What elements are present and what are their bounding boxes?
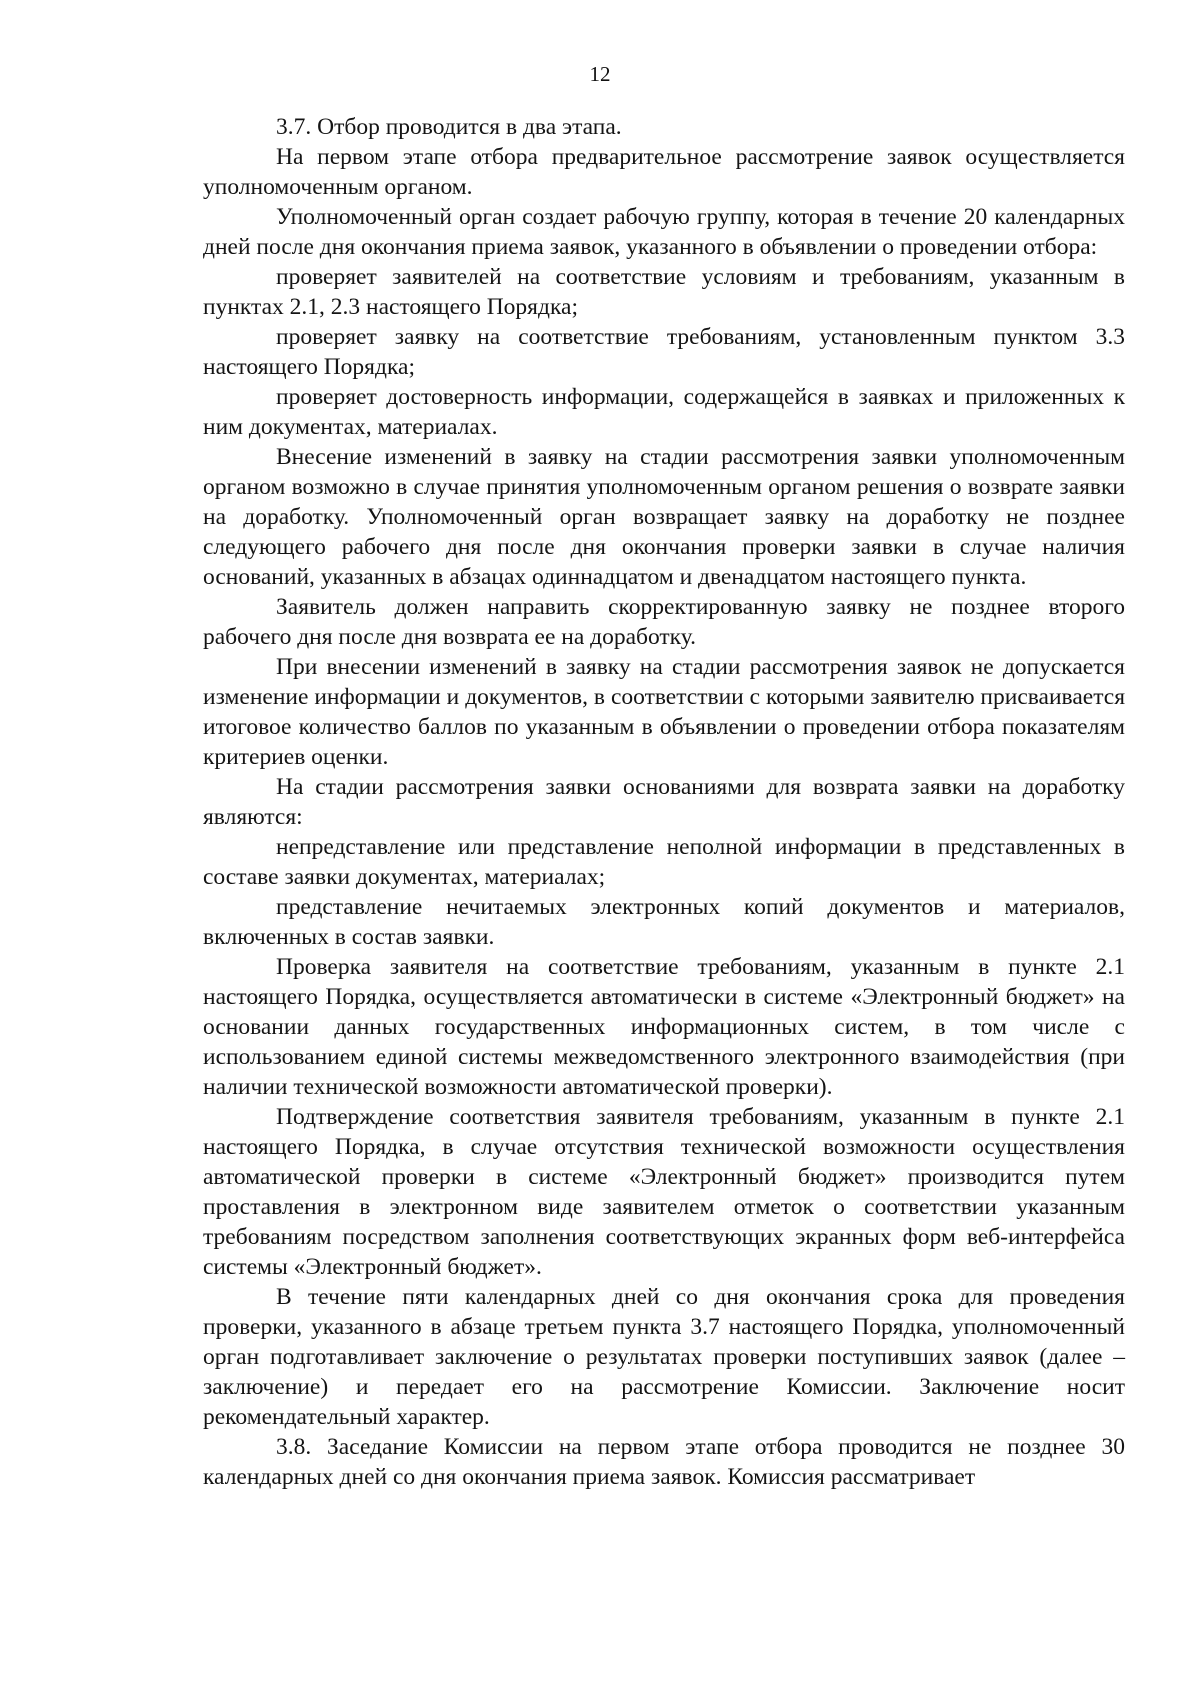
paragraph: проверяет заявителей на соответствие условиям и требованиям, указанным в пунктах 2.1, 2.3 настоящего Порядка; xyxy=(203,264,1125,320)
paragraph: На стадии рассмотрения заявки основаниями для возврата заявки на доработку являются: xyxy=(203,774,1125,830)
paragraph: представление нечитаемых электронных копий документов и материалов, включенных в состав заявки. xyxy=(203,894,1125,950)
paragraph: На первом этапе отбора предварительное рассмотрение заявок осуществляется уполномоченным органом. xyxy=(203,144,1125,200)
paragraph: В течение пяти календарных дней со дня окончания срока для проведения проверки, указанного в абзаце третьем пункта 3.7 настоящего Порядка, уполномоченный орган подготавливает заключение о результатах проверки поступивших заявок (далее – заключение) и передает его на рассмотрение Комиссии. Заключение носит рекомендательный характер. xyxy=(203,1284,1125,1430)
paragraph: 3.7. Отбор проводится в два этапа. xyxy=(276,114,622,140)
page-number: 12 xyxy=(589,62,611,86)
paragraph: 3.8. Заседание Комиссии на первом этапе отбора проводится не позднее 30 календарных дней со дня окончания приема заявок. Комиссия рассматривает xyxy=(203,1434,1125,1490)
paragraph: проверяет достоверность информации, содержащейся в заявках и приложенных к ним документах, материалах. xyxy=(203,384,1125,440)
paragraph: непредставление или представление неполной информации в представленных в составе заявки документах, материалах; xyxy=(203,834,1125,890)
document-body xyxy=(203,112,1125,1492)
paragraph: Заявитель должен направить скорректированную заявку не позднее второго рабочего дня после дня возврата ее на доработку. xyxy=(203,594,1125,650)
paragraph: Подтверждение соответствия заявителя требованиям, указанным в пункте 2.1 настоящего Порядка, в случае отсутствия технической возможности осуществления автоматической проверки в системе «Электронный бюджет» производится путем проставления в электронном виде заявителем отметок о соответствии указанным требованиям посредством заполнения соответствующих экранных форм веб-интерфейса системы «Электронный бюджет». xyxy=(203,1104,1125,1280)
paragraph: Внесение изменений в заявку на стадии рассмотрения заявки уполномоченным органом возможно в случае принятия уполномоченным органом решения о возврате заявки на доработку. Уполномоченный орган возвращает заявку на доработку не позднее следующего рабочего дня после дня окончания проверки заявки в случае наличия оснований, указанных в абзацах одиннадцатом и двенадцатом настоящего пункта. xyxy=(203,444,1125,590)
paragraph: Уполномоченный орган создает рабочую группу, которая в течение 20 календарных дней после дня окончания приема заявок, указанного в объявлении о проведении отбора: xyxy=(203,204,1125,260)
paragraph: проверяет заявку на соответствие требованиям, установленным пунктом 3.3 настоящего Порядка; xyxy=(203,324,1125,380)
paragraph: При внесении изменений в заявку на стадии рассмотрения заявок не допускается изменение информации и документов, в соответствии с которыми заявителю присваивается итоговое количество баллов по указанным в объявлении о проведении отбора показателям критериев оценки. xyxy=(203,654,1125,770)
paragraph: Проверка заявителя на соответствие требованиям, указанным в пункте 2.1 настоящего Порядка, осуществляется автоматически в системе «Электронный бюджет» на основании данных государственных информационных систем, в том числе с использованием единой системы межведомственного электронного взаимодействия (при наличии технической возможности автоматической проверки). xyxy=(203,954,1125,1100)
